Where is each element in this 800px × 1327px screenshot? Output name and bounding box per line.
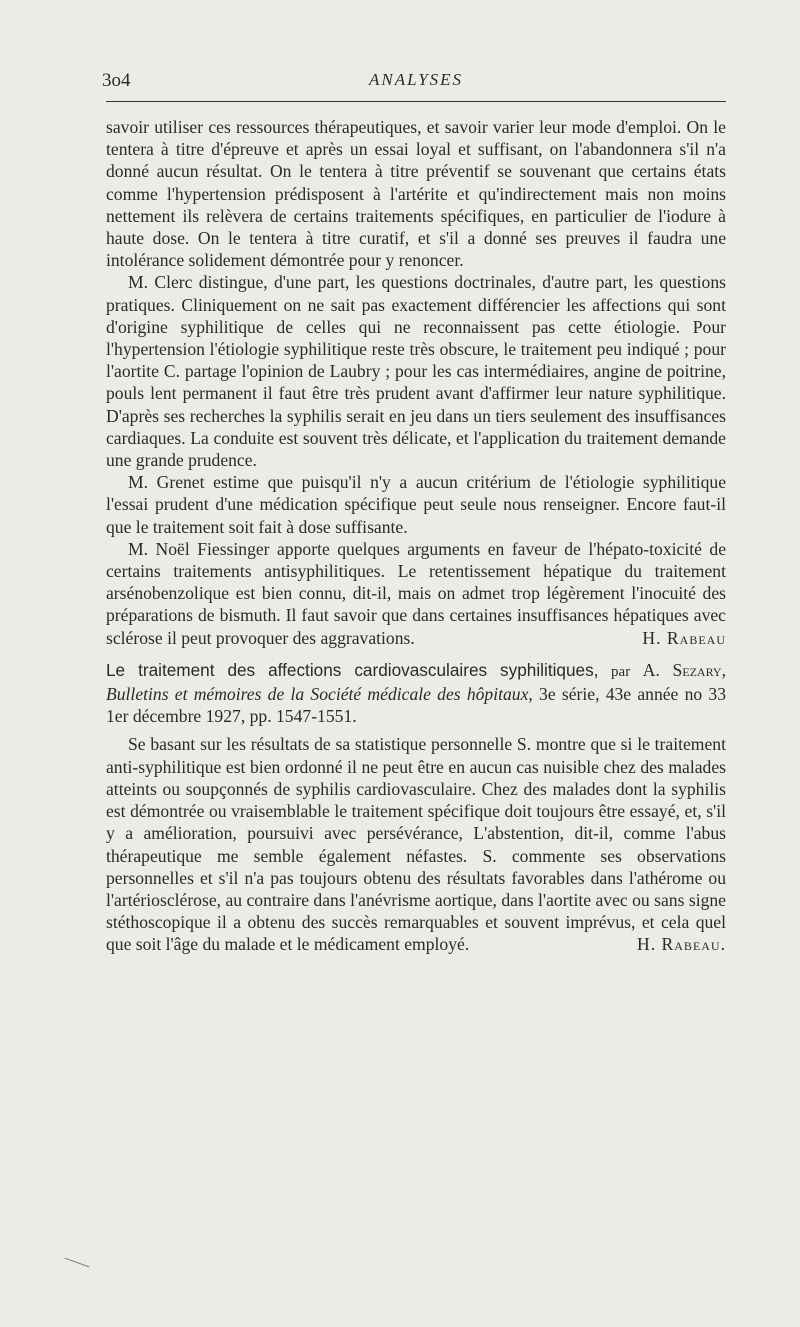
running-title: ANALYSES xyxy=(368,70,464,89)
article-body xyxy=(106,116,726,956)
paragraph: savoir utiliser ces ressources thérapeutiques, et savoir varier leur mode d'emploi. On le tentera à titre d'épreuve et après un essai loyal et suffisant, on l'abandonnera s'il n'a donné aucun résultat. On le tentera à titre préventif se souvenant que certains états comme l'hypertension prédisposent à l'artérite et qu'indirectement mais non moins nettement ils relèvera de certains traitements spécifiques, en particulier de l'iodure à haute dose. On le tentera à titre curatif, et s'il a donné ses preuves il faudra une intolérance solidement démontrée pour y renoncer. xyxy=(106,117,726,271)
article-title: Le traitement des affections cardiovasculaires syphilitiques, xyxy=(106,659,599,680)
signature: H. Rabeau xyxy=(642,627,726,648)
header-rule xyxy=(106,101,726,102)
article-heading xyxy=(106,659,726,728)
paragraph: M. Clerc distingue, d'une part, les questions doctrinales, d'autre part, les questions pratiques. Cliniquement on ne sait pas exactement différencier les affections qui sont d'origine syphilitique de celles qui ne reconnaissent pas cette étiologie. Pour l'hypertension l'étiologie syphilitique reste très obscure, le traitement peu indiqué ; pour l'aortite C. partage l'opinion de Laubry ; pour les cas intermédiaires, angine de poitrine, pouls lent permanent il faut être très prudent avant d'affirmer leur nature syphilitique. D'après ses recherches la syphilis serait en jeu dans un tiers seulement des insuffisances cardiaques. La conduite est souvent très délicate, et l'application du traitement demande une grande prudence. xyxy=(106,272,726,471)
page-number: 3o4 xyxy=(102,70,131,91)
margin-mark xyxy=(65,1258,90,1268)
paragraph xyxy=(106,538,726,649)
page-header xyxy=(102,70,726,92)
journal-name: Bulletins et mémoires de la Société médicale des hôpitaux, xyxy=(106,684,533,705)
paragraph-text: Se basant sur les résultats de sa statistique personnelle S. montre que si le traitement anti-syphilitique est bien ordonné il ne peut être en aucun cas nuisible chez des malades atteints ou soupçonnés de syphilis cardiovasculaire. Chez des malades dont la syphilis est démontrée ou vraisemblable le traitement spécifique doit toujours être essayé, et, s'il y a amélioration, poursuivi avec persévérance, L'abstention, dit-il, comme l'abus thérapeutique me semble également néfastes. S. commente ses observations personnelles et s'il n'a pas toujours obtenu des résultats favorables dans l'athérome ou l'artériosclérose, au contraire dans l'anévrisme aortique, dans l'aortite avec ou sans signe stéthoscopique il a obtenu des succès remarquables et souvent imprévus, et cela quel que soit l'âge du malade et le médicament employé. xyxy=(106,734,726,955)
paragraph-text: M. Noël Fiessinger apporte quelques arguments en faveur de l'hépato-toxicité de certains traitements antisyphilitiques. Le retentissement hépatique du traitement arsénobenzolique est bien connu, dit-il, mais on admet trop légèrement l'inocuité des préparations de bismuth. Il faut savoir que dans certaines insuffisances hépatiques avec sclérose il peut provoquer des aggravations. xyxy=(106,538,726,648)
article-author: A. Sezary, xyxy=(642,659,726,680)
signature: H. Rabeau. xyxy=(637,934,726,955)
citation: 3e série, 43e année no 33 1er décembre 1927, pp. 1547-1551. xyxy=(106,684,726,727)
paragraph xyxy=(106,733,726,955)
paragraph: M. Grenet estime que puisqu'il n'y a aucun critérium de l'étiologie syphilitique l'essai prudent d'une médication spécifique peut seule nous renseigner. Encore faut-il que le traitement soit fait à dose suffisante. xyxy=(106,472,726,537)
by-label: par xyxy=(611,663,631,680)
